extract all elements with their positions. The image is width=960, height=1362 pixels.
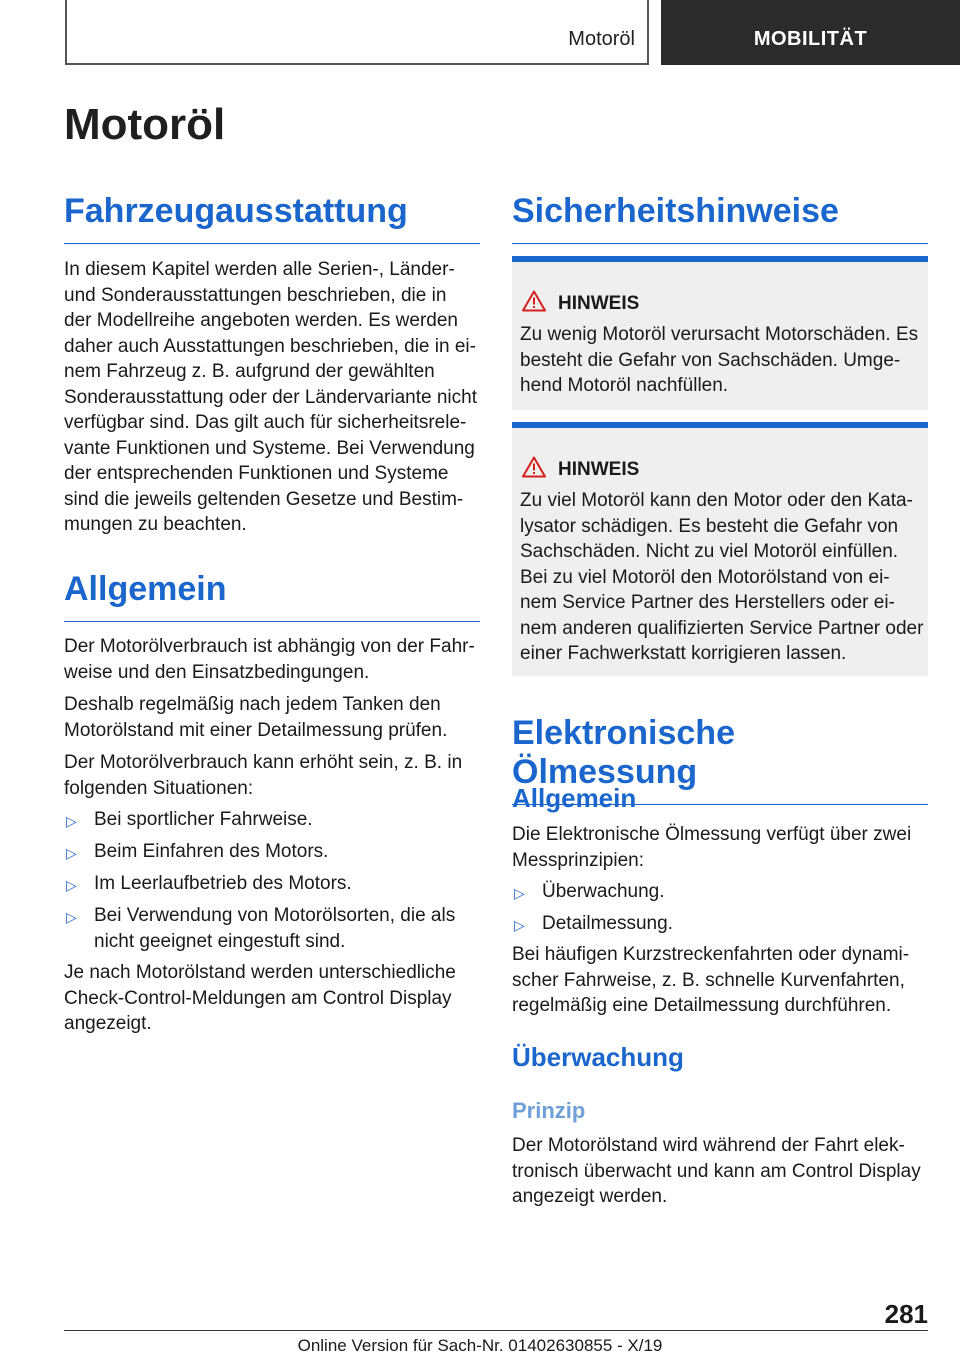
heading-ueberwachung: Überwachung — [512, 1042, 684, 1072]
triangle-bullet-icon: ▷ — [66, 813, 77, 829]
paragraph-fahrzeugausstattung: In diesem Kapitel werden alle Serien-, Länder- und Sonderausstattungen beschrieben, die in der Modellreihe angeboten werden. Es werden daher auch Ausstattungen beschrieben, die in ei- nem Fahrzeug z. B. aufgrund der gewählten Sonderausstattung oder der Ländervariante nicht verfügbar sind. Das gilt auch für sicherheitsrele- vante Funktionen und Systeme. Bei Verwendung der entsprechenden Funktionen und Systeme sind die jeweils geltenden Gesetze und Bestim- mungen zu beachten. — [64, 259, 477, 535]
heading-elektronische-oelmessung: Elektronische Ölmessung — [512, 714, 928, 805]
notice-text: Zu viel Motoröl kann den Motor oder den Kata- lysator schädigen. Es besteht die Gefahr von Sachschäden. Nicht zu viel Motoröl einfüllen. Bei zu viel Motoröl den Motorölstand von ei- nem Service Partner des Herstellers oder ei- nem anderen qualifizierten Service Partner oder einer Fachwerkstatt korrigieren lassen. — [520, 490, 924, 664]
paragraph-elektronisch-1: Die Elektronische Ölmessung verfügt über zwei Messprinzipien: — [512, 824, 912, 871]
footer-text: Online Version für Sach-Nr. 01402630855 - X/19 — [297, 1336, 663, 1355]
warning-triangle-icon — [522, 290, 546, 312]
notice-box-1 — [512, 256, 928, 410]
list-item: ▷ Bei sportlicher Fahrweise. — [64, 807, 480, 833]
header-chapter-title: MOBILITÄT — [753, 28, 868, 50]
heading-allgemein-sub: Allgemein — [512, 783, 637, 813]
paragraph-allgemein-1: Der Motorölverbrauch ist abhängig von der Fahr- weise und den Einsatzbedingungen. — [64, 636, 475, 683]
notice-label: HINWEIS — [522, 456, 639, 481]
triangle-bullet-icon: ▷ — [66, 845, 77, 861]
triangle-bullet-icon: ▷ — [514, 917, 525, 933]
footer-divider — [64, 1330, 928, 1331]
list-item: ▷ Bei Verwendung von Motorölsorten, die als nicht geeignet eingestuft sind. — [66, 905, 456, 952]
heading-fahrzeugausstattung: Fahrzeugausstattung — [64, 192, 480, 244]
list-item: ▷ Detailmessung. — [512, 911, 928, 937]
paragraph-allgemein-2: Deshalb regelmäßig nach jedem Tanken den Motorölstand mit einer Detailmessung prüfen. — [64, 694, 448, 741]
heading-allgemein: Allgemein — [64, 570, 480, 622]
list-item: ▷ Im Leerlaufbetrieb des Motors. — [64, 871, 480, 897]
list-item: ▷ Überwachung. — [512, 879, 928, 905]
heading-sicherheitshinweise: Sicherheitshinweise — [512, 192, 928, 244]
triangle-bullet-icon: ▷ — [66, 909, 77, 925]
page-number: 281 — [884, 1299, 928, 1329]
header-chapter-box — [661, 0, 960, 65]
paragraph-prinzip: Der Motorölstand wird während der Fahrt elek- tronisch überwacht und kann am Control Display angezeigt werden. — [512, 1135, 921, 1207]
heading-prinzip: Prinzip — [512, 1098, 586, 1123]
paragraph-allgemein-4: Je nach Motorölstand werden unterschiedliche Check-Control-Meldungen am Control Display angezeigt. — [64, 962, 456, 1034]
header-section-box — [65, 0, 649, 65]
warning-triangle-icon — [522, 456, 546, 478]
page-title: Motoröl — [64, 100, 226, 149]
list-item: ▷ Beim Einfahren des Motors. — [64, 839, 480, 865]
notice-box-2 — [512, 422, 928, 676]
header-section-title: Motoröl — [568, 28, 635, 50]
notice-label: HINWEIS — [522, 290, 639, 315]
triangle-bullet-icon: ▷ — [66, 877, 77, 893]
paragraph-allgemein-3: Der Motorölverbrauch kann erhöht sein, z. B. in folgenden Situationen: — [64, 752, 463, 799]
paragraph-elektronisch-2: Bei häufigen Kurzstreckenfahrten oder dynami- scher Fahrweise, z. B. schnelle Kurvenfahrten, regelmäßig eine Detailmessung durchführen. — [512, 944, 910, 1016]
triangle-bullet-icon: ▷ — [514, 885, 525, 901]
notice-text: Zu wenig Motoröl verursacht Motorschäden. Es besteht die Gefahr von Sachschäden. Umge- hend Motoröl nachfüllen. — [520, 324, 919, 396]
